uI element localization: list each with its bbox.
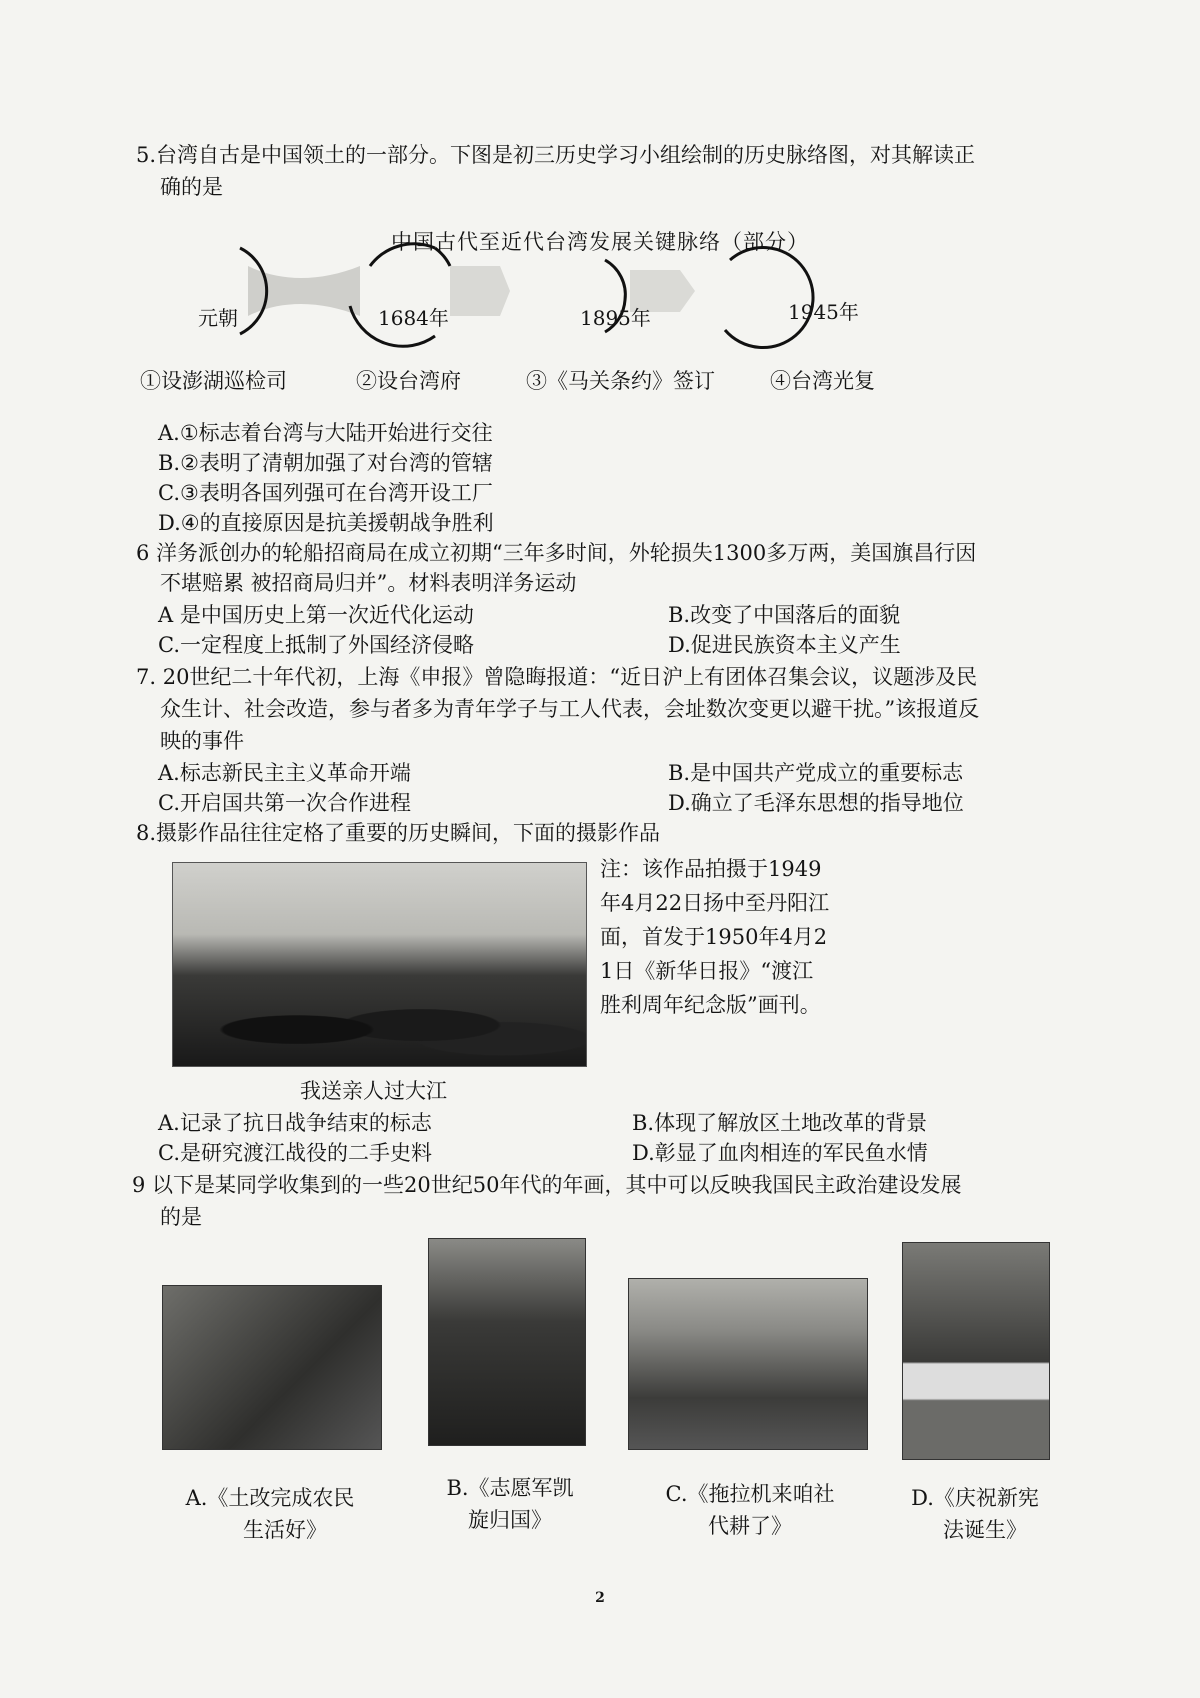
q7-option-d: D.确立了毛泽东思想的指导地位 — [668, 791, 964, 815]
poster-a-caption-2: 生活好》 — [243, 1518, 327, 1542]
q8-option-b: B.体现了解放区土地改革的背景 — [632, 1111, 928, 1135]
q7-stem-line2: 众生计、社会改造，参与者多为青年学子与工人代表，会址数次变更以避干扰。”该报道反 — [160, 697, 980, 721]
poster-b-image — [428, 1238, 586, 1446]
timeline-node-2: 1684年 — [378, 306, 449, 330]
q6-stem-line1: 6 洋务派创办的轮船招商局在成立初期“三年多时间，外轮损失1300多万两，美国旗昌行因 — [136, 541, 977, 565]
timeline-node-4: 1945年 — [788, 300, 859, 324]
photo-note: 注：该作品拍摄于1949年4月22日扬中至丹阳江面，首发于1950年4月21日《新华日报》“渡江胜利周年纪念版”画刊。 — [600, 857, 830, 1017]
q7-option-c: C.开启国共第一次合作进程 — [158, 791, 411, 815]
q8-option-a: A.记录了抗日战争结束的标志 — [158, 1111, 432, 1135]
q5-option-a: A.①标志着台湾与大陆开始进行交往 — [158, 421, 493, 445]
timeline-diagram — [160, 240, 1040, 350]
timeline-band-2 — [450, 266, 510, 316]
q7-option-b: B.是中国共产党成立的重要标志 — [668, 761, 964, 785]
q7-stem-line1: 7. 20世纪二十年代初，上海《申报》曾隐晦报道：“近日沪上有团体召集会议，议题涉及民 — [136, 665, 978, 689]
poster-d-image — [902, 1242, 1050, 1460]
q6-option-b: B.改变了中国落后的面貌 — [668, 603, 901, 627]
poster-b-caption-1: B.《志愿军凯 — [446, 1476, 574, 1500]
q9-stem-line1: 9 以下是某同学收集到的一些20世纪50年代的年画，其中可以反映我国民主政治建设发展 — [132, 1173, 962, 1197]
poster-c-caption-1: C.《拖拉机来咱社 — [665, 1482, 835, 1506]
q6-option-d: D.促进民族资本主义产生 — [668, 633, 901, 657]
timeline-node-1: 元朝 — [198, 306, 238, 330]
timeline-event-3: ③《马关条约》签订 — [526, 369, 715, 393]
poster-d-caption-2: 法诞生》 — [943, 1518, 1027, 1542]
q6-option-c: C.一定程度上抵制了外国经济侵略 — [158, 633, 474, 657]
timeline-node-3: 1895年 — [580, 306, 651, 330]
page-number: 2 — [595, 1590, 605, 1606]
timeline-title: 中国古代至近代台湾发展关键脉络（部分） — [391, 230, 809, 254]
q5-option-b: B.②表明了清朝加强了对台湾的管辖 — [158, 451, 493, 475]
poster-d-caption-1: D.《庆祝新宪 — [911, 1486, 1039, 1510]
q8-option-c: C.是研究渡江战役的二手史料 — [158, 1141, 432, 1165]
q5-option-d: D.④的直接原因是抗美援朝战争胜利 — [158, 511, 494, 535]
q9-stem-line2: 的是 — [160, 1205, 202, 1229]
q8-stem: 8.摄影作品往往定格了重要的历史瞬间，下面的摄影作品 — [136, 821, 661, 845]
timeline-event-4: ④台湾光复 — [770, 369, 875, 393]
q5-stem-line1: 5.台湾自古是中国领土的一部分。下图是初三历史学习小组绘制的历史脉络图，对其解读正 — [136, 143, 976, 167]
q5-stem-line2: 确的是 — [160, 175, 223, 199]
ferry-photo — [172, 862, 587, 1067]
poster-a-image — [162, 1285, 382, 1450]
poster-c-image — [628, 1278, 868, 1450]
q7-stem-line3: 映的事件 — [160, 729, 244, 753]
q5-option-c: C.③表明各国列强可在台湾开设工厂 — [158, 481, 493, 505]
q6-option-a: A 是中国历史上第一次近代化运动 — [158, 603, 474, 627]
q7-option-a: A.标志新民主主义革命开端 — [158, 761, 411, 785]
photo-caption: 我送亲人过大江 — [300, 1079, 447, 1103]
q8-option-d: D.彰显了血肉相连的军民鱼水情 — [632, 1141, 928, 1165]
poster-a-caption-1: A.《土改完成农民 — [185, 1486, 355, 1510]
poster-c-caption-2: 代耕了》 — [708, 1514, 792, 1538]
poster-b-caption-2: 旋归国》 — [468, 1508, 552, 1532]
q6-stem-line2: 不堪赔累 被招商局归并”。材料表明洋务运动 — [160, 571, 577, 595]
timeline-event-2: ②设台湾府 — [356, 369, 461, 393]
timeline-event-1: ①设澎湖巡检司 — [140, 369, 287, 393]
